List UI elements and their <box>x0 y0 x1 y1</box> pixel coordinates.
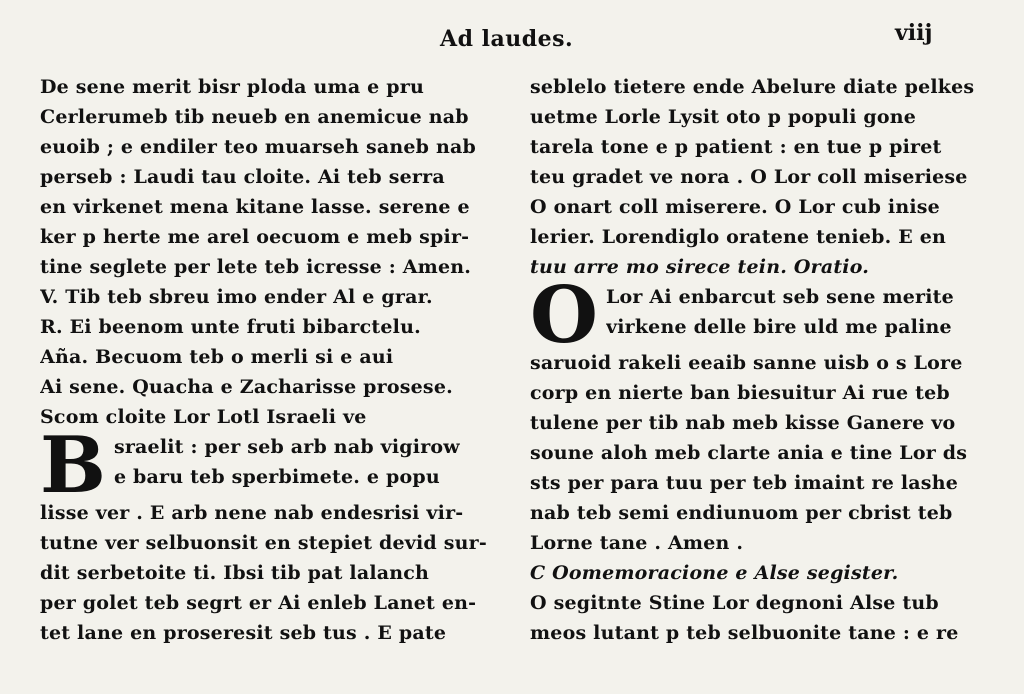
text-line: tarela tone e p patient : en tue p piret <box>530 136 942 158</box>
text-line: soune aloh meb clarte ania e tine Lor ds <box>530 442 968 464</box>
drop-cap-initial: O <box>530 270 598 361</box>
right-lines-before <box>530 72 1000 282</box>
text-line: euoib ; e endiler teo muarseh saneb nab <box>40 136 476 158</box>
text-line: dit serbetoite ti. Ibsi tib pat lalanch <box>40 562 430 584</box>
text-line: per golet teb segrt er Ai enleb Lanet en- <box>40 592 477 614</box>
text-line: sraelit : per seb arb nab vigirow <box>113 436 460 458</box>
text-line: Cerlerumeb tib neueb en anemicue nab <box>40 106 469 128</box>
text-line: teu gradet ve nora . O Lor coll miseriese <box>530 166 968 188</box>
text-line: lisse ver . E arb nene nab endesrisi vir- <box>40 502 464 524</box>
text-line: De sene merit bisr ploda uma e pru <box>40 76 424 98</box>
right-initial-block <box>530 270 1000 361</box>
text-line: nab teb semi endiunuom per cbrist teb <box>530 502 953 524</box>
text-line: perseb : Laudi tau cloite. Ai teb serra <box>40 166 445 188</box>
versicle-line: V. Tib teb sbreu imo ender Al e grar. <box>40 286 433 308</box>
text-line: O segitnte Stine Lor degnoni Alse tub <box>530 592 939 614</box>
text-line: en virkenet mena kitane lasse. serene e <box>40 196 470 218</box>
text-line: lerier. Lorendiglo oratene tenieb. E en <box>530 226 947 248</box>
text-line: tulene per tib nab meb kisse Ganere vo <box>530 412 956 434</box>
text-line: Ai sene. Quacha e Zacharisse prosese. <box>40 376 453 398</box>
text-line: tet lane en proseresit seb tus . E pate <box>40 622 447 644</box>
text-line: meos lutant p teb selbuonite tane : e re <box>530 622 959 644</box>
text-line: seblelo tietere ende Abelure diate pelkes <box>530 76 975 98</box>
text-line: O onart coll miserere. O Lor cub inise <box>530 196 940 218</box>
text-line: Lor Ai enbarcut seb sene merite <box>605 286 954 308</box>
left-lines-after <box>40 498 510 648</box>
left-column <box>40 72 510 648</box>
drop-cap-initial: B <box>40 420 106 511</box>
antiphon-line: Aña. Becuom teb o merli si e aui <box>40 346 394 368</box>
oratio-heading-line: tuu arre mo sirece tein. Oratio. <box>530 256 870 278</box>
text-line: tutne ver selbuonsit en stepiet devid sur- <box>40 532 487 554</box>
left-initial-block <box>40 420 510 511</box>
text-line: e baru teb sperbimete. e popu <box>113 466 440 488</box>
text-line: saruoid rakeli eeaib sanne uisb o s Lore <box>530 352 963 374</box>
text-line: corp en nierte ban biesuitur Ai rue teb <box>530 382 950 404</box>
text-line: virkene delle bire uld me paline <box>605 316 952 338</box>
commemoration-heading-line: C Oomemoracione e Alse segister. <box>530 562 899 584</box>
initial-block-lines <box>606 282 1000 348</box>
running-head: Ad laudes. <box>440 26 574 52</box>
text-line: ker p herte me arel oecuom e meb spir- <box>40 226 470 248</box>
right-column <box>530 72 1000 648</box>
initial-block-lines <box>114 432 510 498</box>
text-line: Scom cloite Lor Lotl Israeli ve <box>40 406 367 428</box>
right-lines-mid <box>530 348 1000 648</box>
text-line: sts per para tuu per teb imaint re lashe <box>530 472 958 494</box>
text-line: Lorne tane . Amen . <box>530 532 744 554</box>
folio-number: viij <box>895 20 933 46</box>
text-line: tine seglete per lete teb icresse : Amen. <box>40 256 472 278</box>
text-line: uetme Lorle Lysit oto p populi gone <box>530 106 917 128</box>
response-line: R. Ei beenom unte fruti bibarctelu. <box>40 316 421 338</box>
left-lines-before <box>40 72 510 432</box>
